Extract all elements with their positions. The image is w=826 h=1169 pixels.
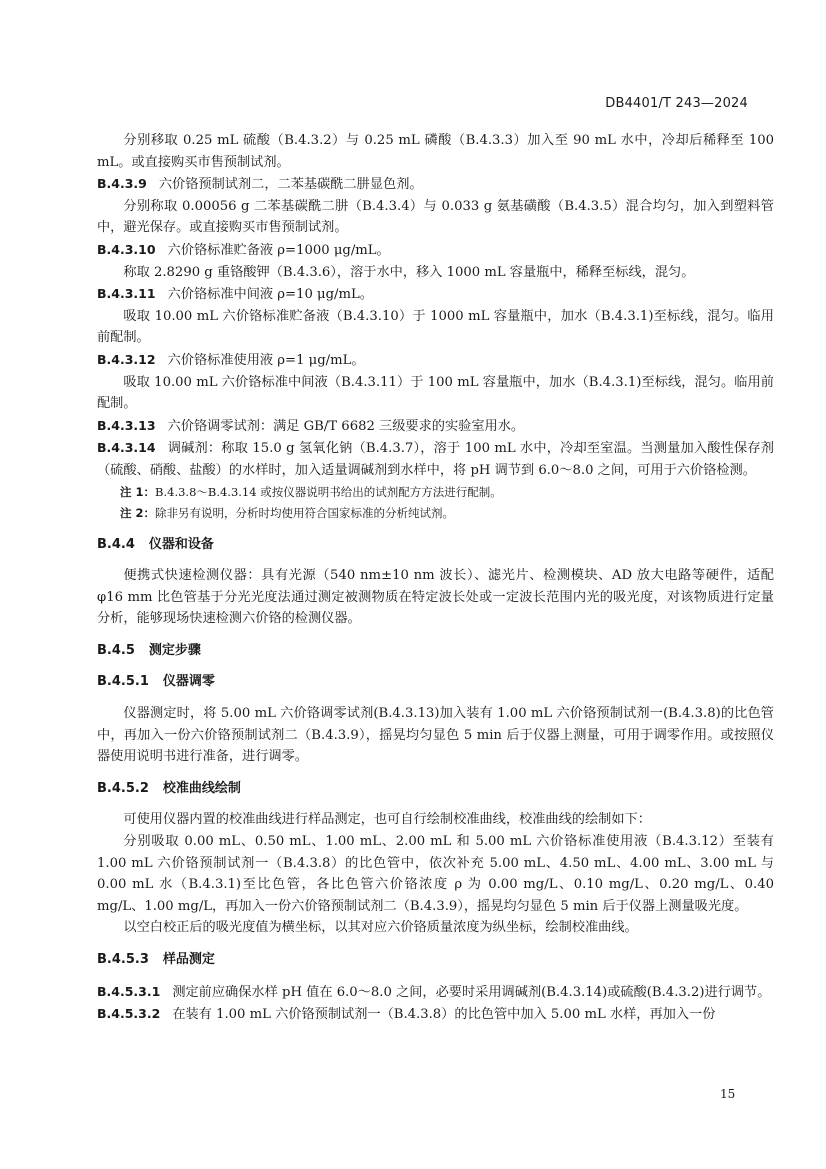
heading-number: B.4.5.3 <box>97 952 149 967</box>
heading-number: B.4.5 <box>97 642 135 658</box>
clause-text: 在装有 1.00 mL 六价铬预制试剂一（B.4.3.8）的比色管中加入 5.00 mL 水样，再加入一份 <box>172 1007 716 1023</box>
note-1 <box>97 482 774 503</box>
heading-title: 样品测定 <box>162 952 215 967</box>
clause-b4310 <box>97 239 774 262</box>
page-body <box>97 130 774 1026</box>
clause-text: 六价铬调零试剂：满足 GB/T 6682 三级要求的实验室用水。 <box>167 418 525 434</box>
section-heading-b4453 <box>97 949 774 971</box>
page-number: 15 <box>720 1087 736 1101</box>
clause-text: 测定前应确保水样 pH 值在 6.0～8.0 之间，必要时采用调碱剂(B.4.3.14)或硫酸(B.4.3.2)进行调节。 <box>172 984 771 1000</box>
clause-b4313 <box>97 415 774 438</box>
paragraph: 仪器测定时，将 5.00 mL 六价铬调零试剂(B.4.3.13)加入装有 1.00 mL 六价铬预制试剂一(B.4.3.8)的比色管中，再加入一份六价铬预制试剂二（B.4.3.9），摇晃均匀显色 5 min 后于仪器上测量，可用于调零作用。或按照仪器使用说明书进行准备，进行调零。 <box>97 706 774 765</box>
clause-text: 六价铬标准使用液 ρ=1 μg/mL。 <box>167 352 365 368</box>
note-text: 除非另有说明，分析时均使用符合国家标准的分析纯试剂。 <box>155 505 455 520</box>
clause-number: B.4.5.3.1 <box>97 983 161 999</box>
clause-number: B.4.3.13 <box>97 417 156 433</box>
clause-number: B.4.3.12 <box>97 351 156 367</box>
section-heading-b444 <box>97 534 774 556</box>
clause-b439 <box>97 173 774 196</box>
clause-b44532 <box>97 1003 774 1026</box>
clause-b4312 <box>97 349 774 372</box>
section-heading-b4452 <box>97 778 774 800</box>
heading-number: B.4.5.2 <box>97 780 149 796</box>
clause-number: B.4.5.3.2 <box>97 1006 161 1022</box>
document-code: DB4401/T 243—2024 <box>605 96 748 111</box>
paragraph: 称取 2.8290 g 重铬酸钾（B.4.3.6），溶于水中，移入 1000 mL 容量瓶中，稀释至标线，混匀。 <box>123 264 695 280</box>
paragraph: 吸取 10.00 mL 六价铬标准中间液（B.4.3.11）于 100 mL 容量瓶中，加水（B.4.3.1)至标线，混匀。临用前配制。 <box>97 374 774 412</box>
heading-title: 仪器和设备 <box>148 536 214 552</box>
heading-title: 校准曲线绘制 <box>162 780 241 796</box>
heading-number: B.4.4 <box>97 536 135 552</box>
clause-number: B.4.3.11 <box>97 286 156 302</box>
clause-text: 六价铬标准中间液 ρ=10 μg/mL。 <box>167 287 373 303</box>
clause-text: 六价铬预制试剂二，二苯基碳酰二肼显色剂。 <box>158 177 423 193</box>
clause-number: B.4.3.14 <box>97 440 156 456</box>
clause-b4311 <box>97 283 774 306</box>
note-label: 注 1： <box>120 484 156 499</box>
paragraph: 可使用仪器内置的校准曲线进行样品测定，也可自行绘制校准曲线，校准曲线的绘制如下： <box>123 812 651 828</box>
paragraph: 分别吸取 0.00 mL、0.50 mL、1.00 mL、2.00 mL 和 5.00 mL 六价铬标准使用液（B.4.3.12）至装有 1.00 mL 六价铬预制试剂一（B.4.3.8）的比色管中，依次补充 5.00 mL、4.50 mL、4.00 mL、3.00 mL 与 0.00 mL 水（B.4.3.1)至比色管，各比色管六价铬浓度 ρ 为 0.00 mg/L、0.10 mg/L、0.20 mg/L、0.40 mg/L、1.00 mg/L，再加入一份六价铬预制试剂二（B.4.3.9），摇晃均匀显色 5 min 后于仪器上测量吸光度。 <box>97 834 774 914</box>
paragraph: 分别称取 0.00056 g 二苯基碳酰二肼（B.4.3.4）与 0.033 g 氨基磺酸（B.4.3.5）混合均匀，加入到塑料管中，避光保存。或直接购买市售预制试剂。 <box>97 198 774 236</box>
clause-text: 调碱剂：称取 15.0 g 氢氧化钠（B.4.3.7），溶于 100 mL 水中，冷却至室温。当测量加入酸性保存剂（硫酸、硝酸、盐酸）的水样时，加入适量调碱剂到水样中，将 pH 调节到 6.0～8.0 之间，可用于六价铬检测。 <box>97 441 774 478</box>
heading-title: 测定步骤 <box>148 642 201 658</box>
paragraph: 便携式快速检测仪器：具有光源（540 nm±10 nm 波长）、滤光片、检测模块、AD 放大电路等硬件，适配 φ16 mm 比色管基于分光光度法通过测定被测物质在特定波长处或一定波长范围内光的吸光度，对该物质进行定量分析，能够现场快速检测六价铬的检测仪器。 <box>97 568 774 627</box>
paragraph: 以空白校正后的吸光度值为横坐标，以其对应六价铬质量浓度为纵坐标，绘制校准曲线。 <box>123 920 638 936</box>
clause-number: B.4.3.9 <box>97 176 147 192</box>
clause-b44531 <box>97 981 774 1004</box>
heading-number: B.4.5.1 <box>97 674 149 690</box>
section-heading-b4451 <box>97 671 774 693</box>
clause-number: B.4.3.10 <box>97 241 156 257</box>
paragraph: 分别移取 0.25 mL 硫酸（B.4.3.2）与 0.25 mL 磷酸（B.4.3.3）加入至 90 mL 水中，冷却后稀释至 100 mL。或直接购买市售预制试剂。 <box>97 133 774 170</box>
section-heading-b445 <box>97 640 774 662</box>
note-text: B.4.3.8～B.4.3.14 或按仪器说明书给出的试剂配方方法进行配制。 <box>155 484 502 499</box>
note-2 <box>97 503 774 524</box>
paragraph: 吸取 10.00 mL 六价铬标准贮备液（B.4.3.10）于 1000 mL 容量瓶中，加水（B.4.3.1)至标线，混匀。临用前配制。 <box>97 308 774 346</box>
clause-text: 六价铬标准贮备液 ρ=1000 μg/mL。 <box>167 242 390 258</box>
clause-b4314 <box>97 437 774 481</box>
heading-title: 仪器调零 <box>162 674 215 690</box>
note-label: 注 2： <box>120 505 156 520</box>
